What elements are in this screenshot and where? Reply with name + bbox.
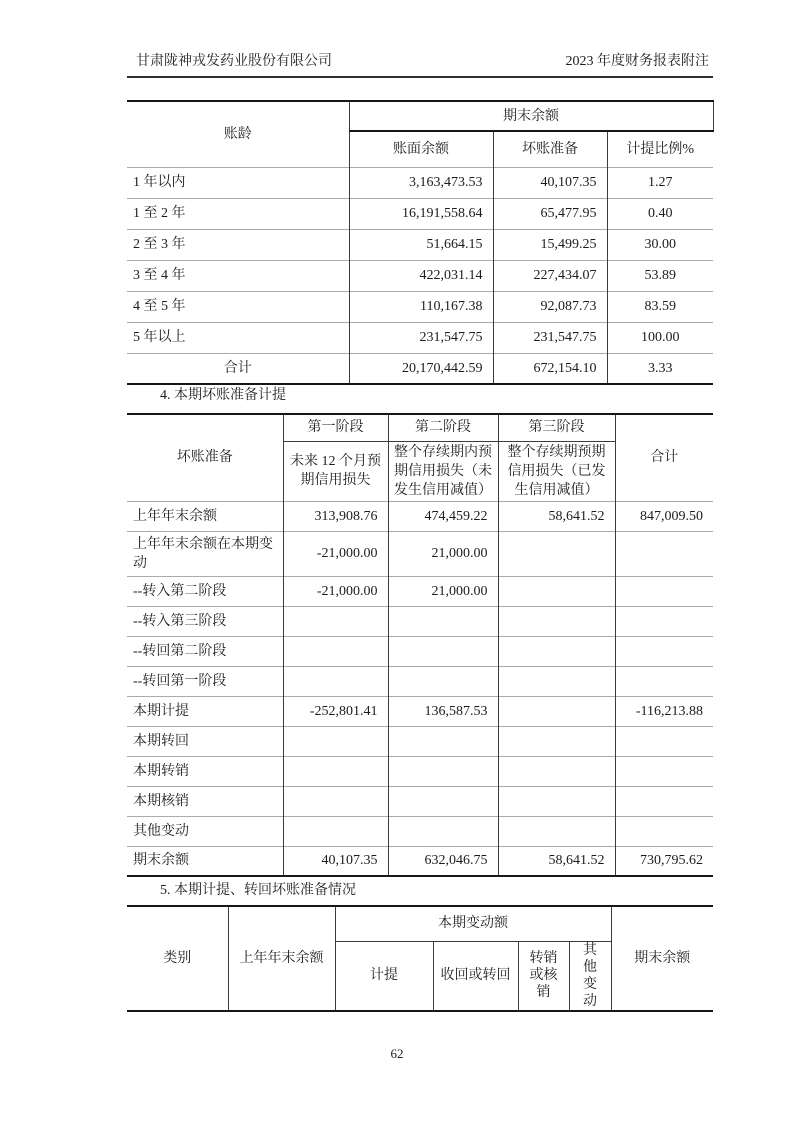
col-header-recovery-reversal: 收回或转回 bbox=[433, 941, 518, 1011]
page-number: 62 bbox=[390, 1046, 404, 1061]
table-row bbox=[127, 501, 713, 531]
age-label-cell: 1 至 2 年 bbox=[127, 198, 349, 229]
row-label-cell: 上年年末余额在本期变动 bbox=[127, 531, 283, 576]
stage-3-cell bbox=[498, 726, 615, 756]
table-row bbox=[127, 576, 713, 606]
stage-2-cell bbox=[388, 756, 498, 786]
table-row bbox=[127, 260, 713, 291]
bad-debt-cell: 15,499.25 bbox=[493, 229, 607, 260]
col-header-provision-ratio: 计提比例% bbox=[607, 131, 713, 167]
stage-1-cell bbox=[283, 756, 388, 786]
total-cell: 730,795.62 bbox=[615, 846, 713, 876]
row-label-cell: 期末余额 bbox=[127, 846, 283, 876]
table-row bbox=[127, 696, 713, 726]
col-header-category: 类别 bbox=[163, 951, 192, 966]
row-label-cell: --转入第三阶段 bbox=[127, 606, 283, 636]
age-label-cell: 1 年以内 bbox=[127, 167, 349, 198]
total-cell: -116,213.88 bbox=[615, 696, 713, 726]
table-row bbox=[127, 786, 713, 816]
stage-3-cell bbox=[498, 816, 615, 846]
col-header-stage-3: 第三阶段 bbox=[498, 414, 615, 441]
col-header-age: 账龄 bbox=[223, 126, 252, 142]
bad-debt-cell: 672,154.10 bbox=[493, 353, 607, 384]
age-label-cell: 4 至 5 年 bbox=[127, 291, 349, 322]
age-label-cell: 3 至 4 年 bbox=[127, 260, 349, 291]
row-label-cell: --转入第二阶段 bbox=[127, 576, 283, 606]
table-header-row bbox=[127, 906, 713, 941]
col-header-book-balance: 账面余额 bbox=[349, 131, 493, 167]
stage-1-cell bbox=[283, 816, 388, 846]
bad-debt-cell: 231,547.75 bbox=[493, 322, 607, 353]
table-row bbox=[127, 198, 713, 229]
col-header-bad-debt-provision: 坏账准备 bbox=[176, 450, 233, 466]
table-row bbox=[127, 167, 713, 198]
stage-1-cell bbox=[283, 636, 388, 666]
table-row bbox=[127, 816, 713, 846]
col-header-writeoff bbox=[518, 941, 569, 1011]
row-label-cell: 本期计提 bbox=[127, 696, 283, 726]
book-balance-cell: 110,167.38 bbox=[349, 291, 493, 322]
other-change-label: 其他变动 bbox=[583, 942, 597, 1009]
col-header-stage-1: 第一阶段 bbox=[283, 414, 388, 441]
stage-1-cell bbox=[283, 606, 388, 636]
stage-2-cell: 21,000.00 bbox=[388, 531, 498, 576]
table-row bbox=[127, 291, 713, 322]
total-cell bbox=[615, 786, 713, 816]
row-label-cell: --转回第二阶段 bbox=[127, 636, 283, 666]
col-header-stage-2: 第二阶段 bbox=[388, 414, 498, 441]
table-header-row bbox=[127, 101, 713, 131]
section-4-heading: 4. 本期坏账准备计提 bbox=[160, 388, 286, 403]
table-row bbox=[127, 726, 713, 756]
stage-2-cell bbox=[388, 786, 498, 816]
bad-debt-cell: 227,434.07 bbox=[493, 260, 607, 291]
stage-2-cell: 632,046.75 bbox=[388, 846, 498, 876]
stage-2-cell bbox=[388, 666, 498, 696]
table-header-row bbox=[127, 414, 713, 441]
book-balance-cell: 3,163,473.53 bbox=[349, 167, 493, 198]
stage-3-cell bbox=[498, 756, 615, 786]
bad-debt-cell: 65,477.95 bbox=[493, 198, 607, 229]
table-row bbox=[127, 636, 713, 666]
bad-debt-cell: 40,107.35 bbox=[493, 167, 607, 198]
book-balance-cell: 16,191,558.64 bbox=[349, 198, 493, 229]
stage-2-cell bbox=[388, 606, 498, 636]
stage-3-cell bbox=[498, 531, 615, 576]
row-label-cell: 上年年末余额 bbox=[127, 501, 283, 531]
col-header-current-change: 本期变动额 bbox=[335, 906, 611, 941]
ratio-cell: 100.00 bbox=[607, 322, 713, 353]
total-cell bbox=[615, 666, 713, 696]
ratio-cell: 30.00 bbox=[607, 229, 713, 260]
table-row bbox=[127, 846, 713, 876]
row-label-cell: 本期核销 bbox=[127, 786, 283, 816]
stage-1-cell: -21,000.00 bbox=[283, 531, 388, 576]
row-label-cell: 本期转销 bbox=[127, 756, 283, 786]
stage-3-cell bbox=[498, 576, 615, 606]
row-label-cell: 本期转回 bbox=[127, 726, 283, 756]
stage-3-cell bbox=[498, 606, 615, 636]
stage-3-cell bbox=[498, 636, 615, 666]
stage-1-cell: 313,908.76 bbox=[283, 501, 388, 531]
table-row bbox=[127, 666, 713, 696]
bad-debt-cell: 92,087.73 bbox=[493, 291, 607, 322]
col-header-bad-debt: 坏账准备 bbox=[493, 131, 607, 167]
table-row bbox=[127, 531, 713, 576]
table-row bbox=[127, 756, 713, 786]
stage-2-cell: 136,587.53 bbox=[388, 696, 498, 726]
row-label-cell: 其他变动 bbox=[127, 816, 283, 846]
total-cell bbox=[615, 576, 713, 606]
stage-3-cell bbox=[498, 696, 615, 726]
writeoff-label: 转销或核销 bbox=[529, 951, 558, 1001]
col-header-other-change bbox=[569, 941, 611, 1011]
total-cell bbox=[615, 606, 713, 636]
stage-3-cell: 58,641.52 bbox=[498, 501, 615, 531]
stage-3-cell bbox=[498, 786, 615, 816]
ratio-cell: 53.89 bbox=[607, 260, 713, 291]
col-header-total: 合计 bbox=[615, 414, 713, 501]
total-cell bbox=[615, 531, 713, 576]
stage-3-description: 整个存续期预期信用损失（已发生信用减值） bbox=[498, 441, 615, 501]
stage-1-cell bbox=[283, 666, 388, 696]
stage-2-description: 整个存续期内预期信用损失（未发生信用减值） bbox=[388, 441, 498, 501]
company-name: 甘肃陇神戎发药业股份有限公司 bbox=[136, 54, 332, 69]
doc-title: 2023 年度财务报表附注 bbox=[565, 54, 709, 69]
book-balance-cell: 20,170,442.59 bbox=[349, 353, 493, 384]
total-cell: 847,009.50 bbox=[615, 501, 713, 531]
ratio-cell: 1.27 bbox=[607, 167, 713, 198]
stage-1-cell: -21,000.00 bbox=[283, 576, 388, 606]
stage-1-cell: 40,107.35 bbox=[283, 846, 388, 876]
book-balance-cell: 231,547.75 bbox=[349, 322, 493, 353]
header-rule bbox=[127, 76, 713, 78]
stage-2-cell: 21,000.00 bbox=[388, 576, 498, 606]
total-cell bbox=[615, 726, 713, 756]
stage-2-cell bbox=[388, 636, 498, 666]
provision-summary-table bbox=[127, 905, 713, 1012]
stage-1-cell bbox=[283, 786, 388, 816]
section-5-heading: 5. 本期计提、转回坏账准备情况 bbox=[160, 883, 356, 898]
ratio-cell: 0.40 bbox=[607, 198, 713, 229]
total-cell bbox=[615, 636, 713, 666]
page-header bbox=[127, 53, 713, 71]
ratio-cell: 83.59 bbox=[607, 291, 713, 322]
stage-2-cell bbox=[388, 726, 498, 756]
age-label-cell: 5 年以上 bbox=[127, 322, 349, 353]
book-balance-cell: 422,031.14 bbox=[349, 260, 493, 291]
stage-2-cell: 474,459.22 bbox=[388, 501, 498, 531]
stage-3-cell: 58,641.52 bbox=[498, 846, 615, 876]
table-row bbox=[127, 606, 713, 636]
ratio-cell: 3.33 bbox=[607, 353, 713, 384]
total-cell bbox=[615, 756, 713, 786]
row-label-cell: --转回第一阶段 bbox=[127, 666, 283, 696]
stage-2-cell bbox=[388, 816, 498, 846]
stage-1-description: 未来 12 个月预期信用损失 bbox=[283, 441, 388, 501]
col-header-provision: 计提 bbox=[335, 941, 433, 1011]
col-header-ending-balance: 期末余额 bbox=[611, 906, 713, 1011]
total-cell bbox=[615, 816, 713, 846]
aging-table bbox=[127, 100, 714, 385]
stage-3-cell bbox=[498, 666, 615, 696]
total-label-cell: 合计 bbox=[127, 353, 349, 384]
col-header-ending-balance: 期末余额 bbox=[349, 101, 713, 131]
table-row bbox=[127, 322, 713, 353]
stage-provision-table bbox=[127, 413, 713, 877]
col-header-prev-year-balance: 上年年末余额 bbox=[228, 906, 335, 1011]
table-total-row bbox=[127, 353, 713, 384]
stage-1-cell: -252,801.41 bbox=[283, 696, 388, 726]
stage-1-cell bbox=[283, 726, 388, 756]
book-balance-cell: 51,664.15 bbox=[349, 229, 493, 260]
table-row bbox=[127, 229, 713, 260]
age-label-cell: 2 至 3 年 bbox=[127, 229, 349, 260]
